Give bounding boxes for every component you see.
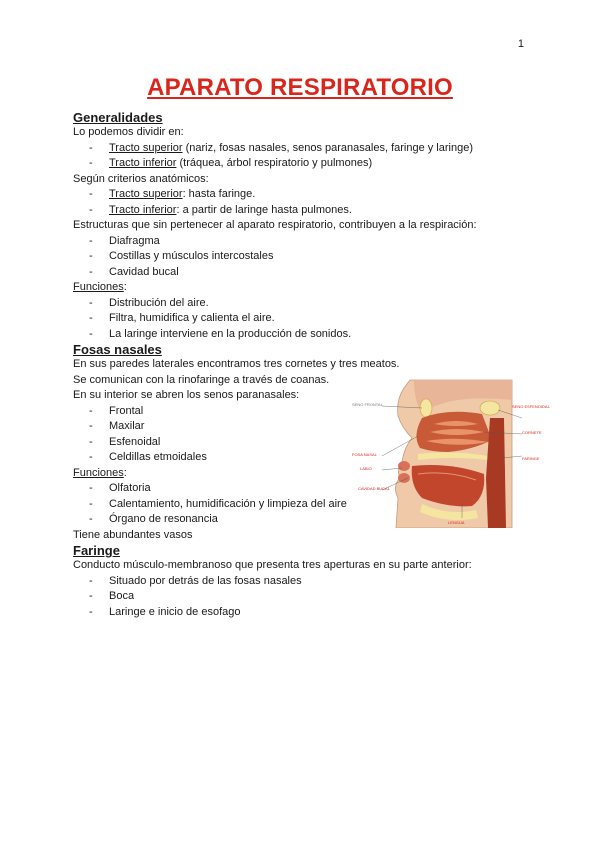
label-seno-frontal: SENO FRONTAL [352,402,383,407]
term: Tracto inferior [109,203,177,216]
section-heading-fosas-nasales: Fosas nasales [73,342,162,357]
page-title: APARATO RESPIRATORIO [147,74,453,101]
division-list [73,141,553,172]
paragraph-line: En su interior se abren los senos paranasales: [73,389,300,401]
term: Tracto superior [109,141,183,154]
list-item: - Distribución del aire. [73,296,553,312]
faringe-list [73,574,553,621]
list-item: - Filtra, humidifica y calienta el aire. [73,311,553,327]
list-item: - Diafragma [73,234,553,250]
list-item: - Frontal [73,404,553,420]
term: Tracto superior [109,188,183,200]
criteria-list [73,187,553,218]
list-item: - Situado por detrás de las fosas nasales [73,574,553,590]
list-item: - Calentamiento, humidificación y limpieza del aire [73,497,553,513]
label-cornete: CORNETE [522,430,542,435]
list-item: - Laringe e inicio de esofago [73,605,553,621]
pharynx-shape [486,418,506,528]
lower-lip-shape [398,473,410,483]
document-body [73,110,553,620]
list-item: - Olfatoria [73,481,553,497]
upper-lip-shape [398,461,410,471]
list-item: - Celdillas etmoidales [73,450,553,466]
nasal-anatomy-figure [352,378,550,528]
closing-line: Tiene abundantes vasos [73,528,193,541]
section-heading-faringe: Faringe [73,543,120,558]
term: Tracto inferior [109,157,177,169]
paragraph-line: En sus paredes laterales encontramos tres cornetes y tres meatos. [73,358,400,370]
term-detail: : a partir de laringe hasta pulmones. [176,203,352,216]
intro-text: Lo podemos dividir en: [73,126,184,138]
label-cavidad-bucal: CAVIDAD BUCAL [358,486,390,491]
paragraph-line: Se comunican con la rinofaringe a través de coanas. [73,373,330,386]
list-item: - Boca [73,589,553,605]
label-labio: LABIO [360,466,372,471]
functions-label: Funciones: [73,466,127,479]
list-item [73,156,553,172]
list-item [73,187,553,203]
label-fosa-nasal: FOSA NASAL [352,452,377,457]
label-faringe: FARINGE [522,456,540,461]
list-item [73,141,553,157]
functions-list [73,296,553,343]
list-item: - La laringe interviene en la producción de sonidos. [73,327,553,343]
list-item: - Cavidad bucal [73,265,553,281]
functions-label: Funciones: [73,281,127,293]
sphenoid-sinus-shape [480,401,500,415]
criteria-intro: Según criterios anatómicos: [73,172,209,185]
label-lengua: LENGUA [448,520,465,525]
page-number: 1 [517,38,524,50]
term-detail: (nariz, fosas nasales, senos paranasales, faringe y laringe) [182,141,473,154]
faringe-intro: Conducto músculo-membranoso que presenta tres aperturas en su parte anterior: [73,559,472,571]
list-item [73,203,553,219]
structures-intro: Estructuras que sin pertenecer al aparato respiratorio, contribuyen a la respiración: [73,219,477,231]
section-heading-generalidades: Generalidades [73,110,163,125]
label-seno-esfenoidal: SENO ESFENOIDAL [512,404,550,409]
list-item: - Órgano de resonancia [73,512,553,528]
term-detail: (tráquea, árbol respiratorio y pulmones) [176,157,373,169]
list-item: - Esfenoidal [73,435,553,451]
term-detail: : hasta faringe. [182,188,256,200]
list-item: - Costillas y músculos intercostales [73,249,553,265]
list-item: - Maxilar [73,419,553,435]
structures-list [73,234,553,281]
